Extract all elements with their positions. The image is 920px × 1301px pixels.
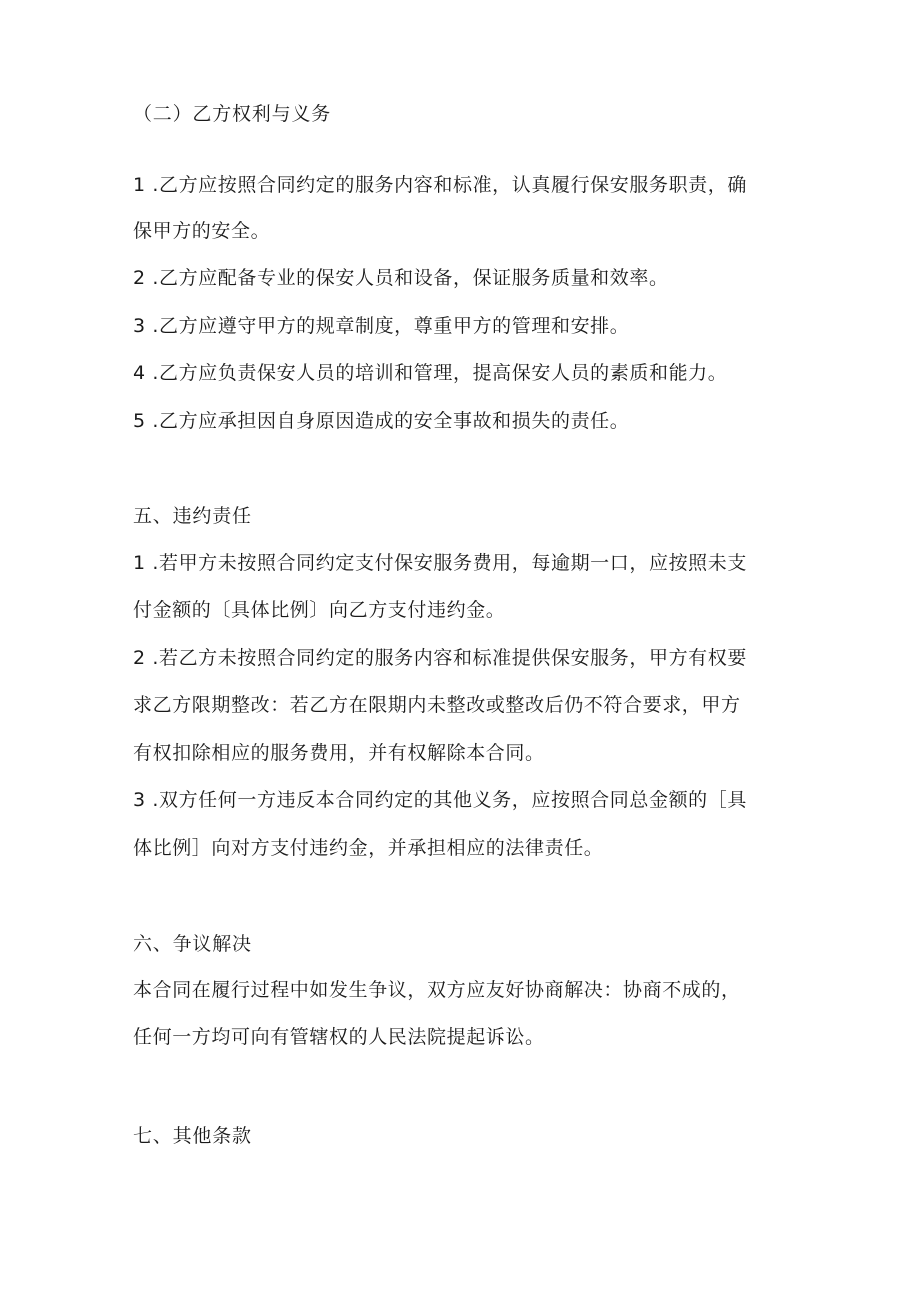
section-6-body-line-2: 任何一方均可向有管辖权的人民法院提起诉讼。 xyxy=(133,1026,545,1048)
section-5-title: 五、违约责任 xyxy=(133,505,252,527)
clause-5-1-line-2: 付金额的〔具体比例〕向乙方支付违约金。 xyxy=(133,599,506,621)
clause-2-2-3: 3 .乙方应遵守甲方的规章制度，尊重甲方的管理和安排。 xyxy=(133,315,630,337)
clause-5-2-line-2: 求乙方限期整改：若乙方在限期内未整改或整改后仍不符合要求，甲方 xyxy=(133,694,741,716)
clause-5-1-line-1: 1 .若甲方未按照合同约定支付保安服务费用，每逾期一口，应按照未支 xyxy=(133,552,747,574)
clause-2-2-1-line-1: 1 .乙方应按照合同约定的服务内容和标准，认真履行保安服务职责，确 xyxy=(133,174,747,196)
clause-2-2-4: 4 .乙方应负责保安人员的培训和管理，提高保安人员的素质和能力。 xyxy=(133,362,728,384)
section-2-2-title: （二）乙方权利与义务 xyxy=(133,103,332,125)
section-6-title: 六、争议解决 xyxy=(133,933,252,955)
clause-2-2-5: 5 .乙方应承担因自身原因造成的安全事故和损失的责任。 xyxy=(133,410,630,432)
section-6-body-line-1: 本合同在履行过程中如发生争议，双方应友好协商解决：协商不成的， xyxy=(133,979,741,1001)
clause-5-3-line-1: 3 .双方任何一方违反本合同约定的其他义务，应按照合同总金额的［具 xyxy=(133,789,747,811)
clause-5-3-line-2: 体比例］向对方支付违约金，并承担相应的法律责任。 xyxy=(133,837,604,859)
clause-5-2-line-1: 2 .若乙方未按照合同约定的服务内容和标准提供保安服务，甲方有权要 xyxy=(133,647,747,669)
clause-2-2-2: 2 .乙方应配备专业的保安人员和设备，保证服务质量和效率。 xyxy=(133,267,669,289)
clause-2-2-1-line-2: 保甲方的安全。 xyxy=(133,220,271,242)
section-7-title: 七、其他条款 xyxy=(133,1125,252,1147)
clause-5-2-line-3: 有权扣除相应的服务费用，并有权解除本合同。 xyxy=(133,742,545,764)
